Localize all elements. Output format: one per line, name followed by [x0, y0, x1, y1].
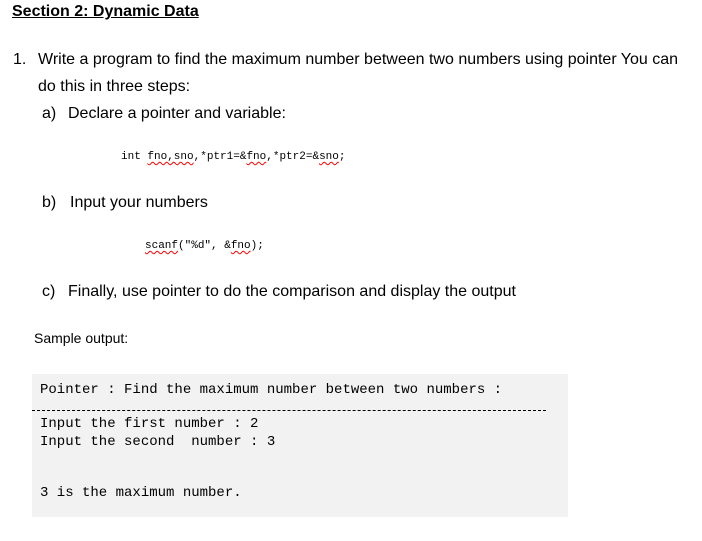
output-input-second: Input the second number : 3	[40, 434, 276, 450]
code-ref: fno	[230, 240, 251, 252]
code-vars: fno,sno	[147, 151, 194, 163]
code-segment: );	[250, 240, 264, 252]
code-keyword: int	[121, 151, 148, 163]
code-ref: fno	[246, 151, 267, 163]
question-line-2: do this in three steps:	[38, 78, 191, 95]
output-header: Pointer : Find the maximum number between two numbers :	[40, 382, 503, 398]
question-line-1: Write a program to find the maximum number between two numbers using pointer You can	[38, 51, 679, 68]
code-segment: ,*ptr2=&	[266, 151, 320, 163]
output-result: 3 is the maximum number.	[40, 485, 242, 501]
code-segment: ;	[338, 151, 346, 163]
code-declare-pointers	[121, 151, 345, 163]
step-a-text: Declare a pointer and variable:	[68, 105, 286, 122]
output-input-first: Input the first number : 2	[40, 416, 259, 432]
code-func: scanf	[145, 240, 179, 252]
step-c-marker: c)	[42, 283, 56, 300]
step-b-text: Input your numbers	[70, 194, 208, 211]
code-segment: ,*ptr1=&	[193, 151, 247, 163]
step-c-text: Finally, use pointer to do the comparison and display the output	[68, 283, 516, 300]
sample-output-label: Sample output:	[34, 330, 129, 346]
code-segment: ("%d", &	[178, 240, 231, 252]
section-heading: Section 2: Dynamic Data	[12, 3, 199, 20]
step-a-marker: a)	[42, 105, 57, 122]
code-scanf	[145, 240, 264, 252]
code-ref: sno	[319, 151, 339, 163]
step-b-marker: b)	[42, 194, 57, 211]
output-separator	[32, 410, 546, 411]
question-number: 1.	[13, 51, 27, 68]
